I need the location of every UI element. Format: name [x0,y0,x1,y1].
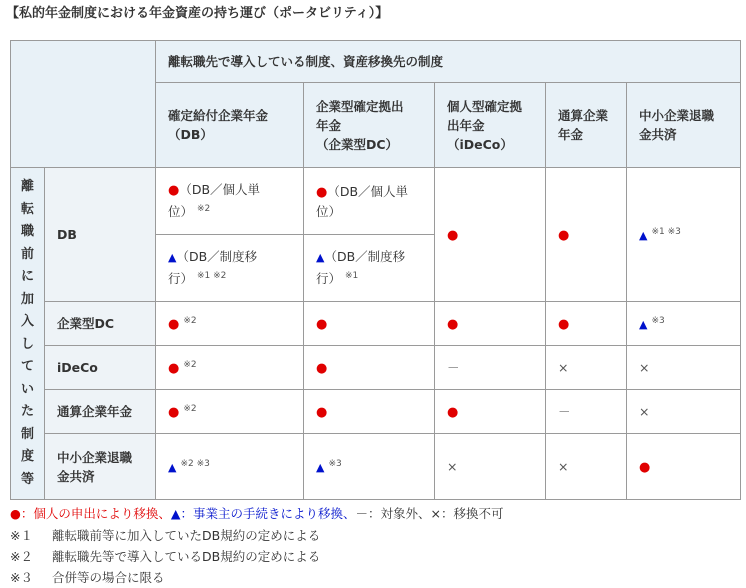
cross-icon: × [558,360,569,375]
cell-tsusan-db: ● $^{※2}$ [156,390,304,434]
cell-ideco-chusho [627,346,741,390]
cell-db-ideco [435,168,546,302]
legend-rest: －：対象外、×：移換不可 [355,506,504,521]
col-header-chusho: 中小企業退職 金共済 [627,83,741,168]
destination-group-header: 離転職先で導入している制度、資産移換先の制度 [156,41,741,83]
cell-db-dc-individual: ●（DB／個人単 位） [304,168,435,235]
cell-tsusan-chusho [627,390,741,434]
cell-dc-dc [304,302,435,346]
cell-db-db-individual: ●（DB／個人単 位） $^{※2}$ [156,168,304,235]
triangle-icon: ▲ [316,461,325,475]
dash-icon: － [447,360,460,375]
footnote-3: ※３ 合併等の場合に限る [10,570,165,585]
cross-icon: × [447,459,458,474]
legend-triangle: ▲：事業主の手続きにより移換、 [170,506,356,521]
dot-icon: ● [639,459,651,475]
cell-db-db-transfer: ▲（DB／制度移 行） $^{※1 ※2}$ [156,235,304,302]
cell-dc-chusho: ▲ $^{※3}$ [627,302,741,346]
triangle-icon: ▲ [639,318,648,332]
cell-ideco-ideco [435,346,546,390]
table-corner [11,41,156,168]
col-header-ideco: 個人型確定拠 出年金 （iDeCo） [435,83,546,168]
row-header-chusho: 中小企業退職 金共済 [45,434,156,500]
cell-tsusan-ideco [435,390,546,434]
dot-icon: ● [316,404,328,420]
cell-chusho-db: ▲ $^{※2 ※3}$ [156,434,304,500]
footnote-2: ※２ 離転職先等で導入しているDB規約の定めによる [10,549,321,564]
triangle-icon: ▲ [168,251,177,265]
dot-icon: ● [447,227,459,243]
cell-db-tsusan [546,168,627,302]
dot-icon: ● [168,405,180,421]
dot-icon: ● [168,361,180,377]
col-header-tsusan: 通算企業 年金 [546,83,627,168]
cell-ideco-dc [304,346,435,390]
cell-db-dc-transfer: ▲（DB／制度移 行） $^{※1}$ [304,235,435,302]
cross-icon: × [558,459,569,474]
page-title: 【私的年金制度における年金資産の持ち運び（ポータビリティ）】 [6,6,389,21]
dot-icon: ● [558,316,570,332]
cell-chusho-tsusan [546,434,627,500]
cell-tsusan-tsusan [546,390,627,434]
cell-chusho-dc: ▲ $^{※3}$ [304,434,435,500]
dot-icon: ● [447,404,459,420]
dot-icon: ● [558,227,570,243]
triangle-icon: ▲ [639,229,648,243]
dot-icon: ● [316,316,328,332]
dot-icon: ● [316,184,328,200]
col-header-corporate-dc: 企業型確定拠出 年金 （企業型DC） [304,83,435,168]
legend [10,504,504,522]
row-header-corporate-dc: 企業型DC [45,302,156,346]
row-header-tsusan: 通算企業年金 [45,390,156,434]
footnote-1: ※１ 離転職前等に加入していたDB規約の定めによる [10,528,321,543]
cell-db-chusho: ▲ $^{※1 ※3}$ [627,168,741,302]
cell-dc-ideco [435,302,546,346]
dash-icon: － [558,404,571,419]
cell-chusho-chusho [627,434,741,500]
dot-icon: ● [168,183,180,199]
cell-dc-db: ● $^{※2}$ [156,302,304,346]
row-header-db: DB [45,168,156,302]
cell-ideco-db: ● $^{※2}$ [156,346,304,390]
legend-dot: ●：個人の申出により移換、 [10,506,171,521]
dot-icon: ● [316,360,328,376]
cell-dc-tsusan [546,302,627,346]
row-header-ideco: iDeCo [45,346,156,390]
dot-icon: ● [168,317,180,333]
triangle-icon: ▲ [168,461,177,475]
col-header-db: 確定給付企業年金 （DB） [156,83,304,168]
cell-ideco-tsusan [546,346,627,390]
cell-chusho-ideco [435,434,546,500]
dot-icon: ● [447,316,459,332]
triangle-icon: ▲ [316,251,325,265]
cell-tsusan-dc [304,390,435,434]
cross-icon: × [639,360,650,375]
portability-table [10,40,741,500]
side-label: 離 転 職 前 に 加 入 し て い た 制 度 等 [11,168,45,500]
cross-icon: × [639,404,650,419]
